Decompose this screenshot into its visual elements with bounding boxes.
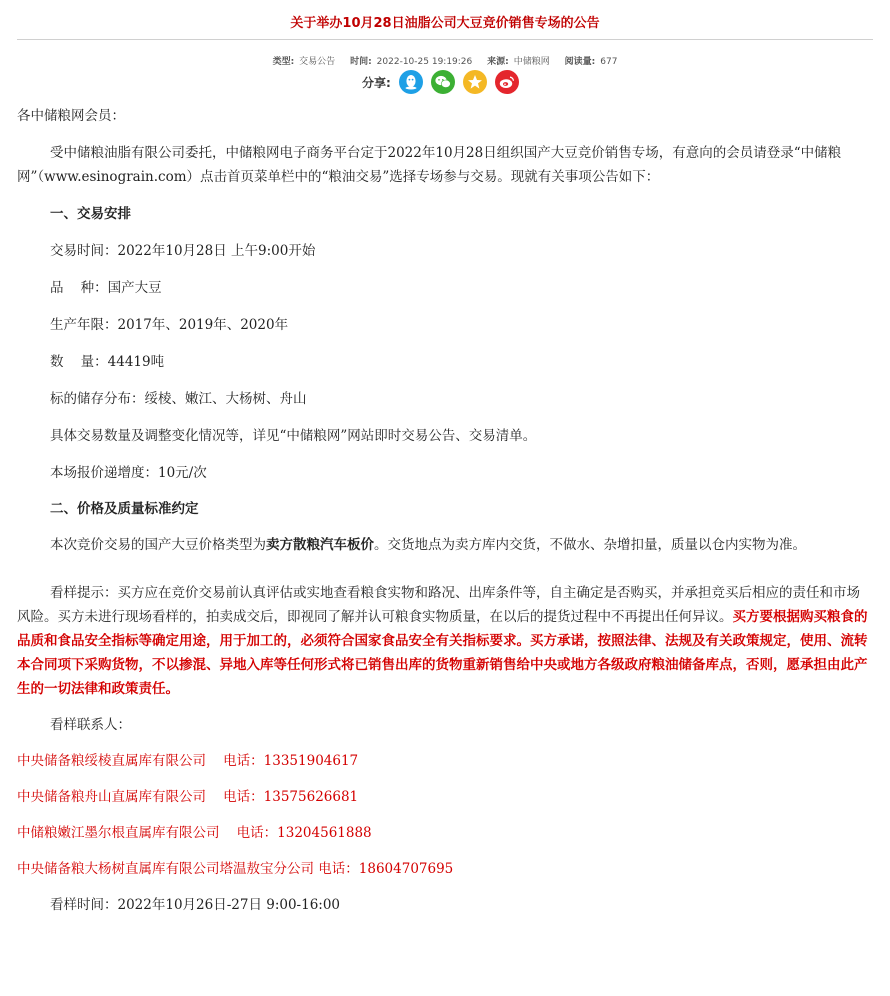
qzone-icon[interactable] [463, 70, 487, 94]
contact-line: 中储粮嫩江墨尔根直属库有限公司 电话：13204561888 [17, 825, 372, 841]
meta-views-value: 677 [600, 57, 618, 67]
inspection-warning-red: 买方要根据购买粮食的品质和食品安全指标等确定用途，用于加工的，必须符合国家食品安全有关指标要求。买方承诺，按照法律、法规及有关政策规定，使用、流转本合同项下采购货物，不以掺混、异地入库等任何形式将已销售出库的货物重新销售给中央或地方各级政府粮油储备库点，否则，愿承担由此产生的一切法律和政策责任。 [17, 609, 868, 697]
quantity: 数 量：44419吨 [50, 354, 165, 370]
article-body [17, 104, 873, 917]
wechat-icon[interactable] [431, 70, 455, 94]
meta-type-value: 交易公告 [299, 57, 336, 67]
trade-details: 具体交易数量及调整变化情况等，详见“中储粮网”网站即时交易公告、交易清单。 [50, 428, 537, 444]
section2-heading: 二、价格及质量标准约定 [50, 501, 199, 517]
meta-type-label: 类型: [272, 57, 295, 67]
salutation: 各中储粮网会员： [17, 108, 125, 124]
page-title: 关于举办10月28日油脂公司大豆竞价销售专场的公告 [290, 16, 600, 31]
qq-icon[interactable] [399, 70, 423, 94]
share-bar [362, 70, 527, 94]
meta-time-value: 2022-10-25 19:19:26 [376, 57, 473, 67]
contact-line: 中央储备粮绥棱直属库有限公司 电话：13351904617 [17, 753, 359, 769]
price-increment: 本场报价递增度：10元/次 [50, 465, 207, 481]
inspection-time: 看样时间：2022年10月26日-27日 9:00-16:00 [50, 897, 341, 913]
inspection-notice [17, 581, 873, 701]
price-paragraph [17, 533, 873, 557]
contacts-heading: 看样联系人： [50, 717, 131, 733]
section1-heading: 一、交易安排 [50, 206, 131, 222]
inspection-notice-text: 看样提示：买方应在竞价交易前认真评估或实地查看粮食实物和路况、出库条件等，自主确定是否购买，并承担竞买后相应的责任和市场风险。买方未进行现场看样的，拍卖成交后，即视同了解并认可粮食实物质量，在以后的提货过程中不再提出任何异议。 [17, 585, 860, 625]
meta-source-value: 中储粮网 [513, 57, 550, 67]
price-text-post: 。交货地点为卖方库内交货，不做水、杂增扣量，质量以仓内实物为准。 [374, 537, 806, 553]
article-meta [0, 54, 890, 67]
weibo-icon[interactable] [495, 70, 519, 94]
title-divider [17, 39, 873, 40]
contact-line: 中央储备粮舟山直属库有限公司 电话：13575626681 [17, 789, 359, 805]
price-text-pre: 本次竞价交易的国产大豆价格类型为 [50, 537, 266, 553]
price-type-bold: 卖方散粮汽车板价 [266, 537, 374, 553]
production-years: 生产年限：2017年、2019年、2020年 [50, 317, 289, 333]
trade-time: 交易时间：2022年10月28日 上午9:00开始 [50, 243, 316, 259]
variety: 品 种：国产大豆 [50, 280, 162, 296]
share-label: 分享: [362, 75, 391, 90]
intro-paragraph: 受中储粮油脂有限公司委托，中储粮网电子商务平台定于2022年10月28日组织国产大豆竞价销售专场，有意向的会员请登录“中储粮网”（www.esinograin.com）点击首页菜单栏中的“粮油交易”选择专场参与交易。现就有关事项公告如下： [17, 145, 842, 185]
meta-views-label: 阅读量: [564, 57, 596, 67]
meta-source-label: 来源: [487, 57, 509, 67]
meta-time-label: 时间: [350, 57, 372, 67]
contact-line: 中央储备粮大杨树直属库有限公司塔温敖宝分公司 电话：18604707695 [17, 861, 454, 877]
storage-distribution: 标的储存分布：绥棱、嫩江、大杨树、舟山 [50, 391, 307, 407]
